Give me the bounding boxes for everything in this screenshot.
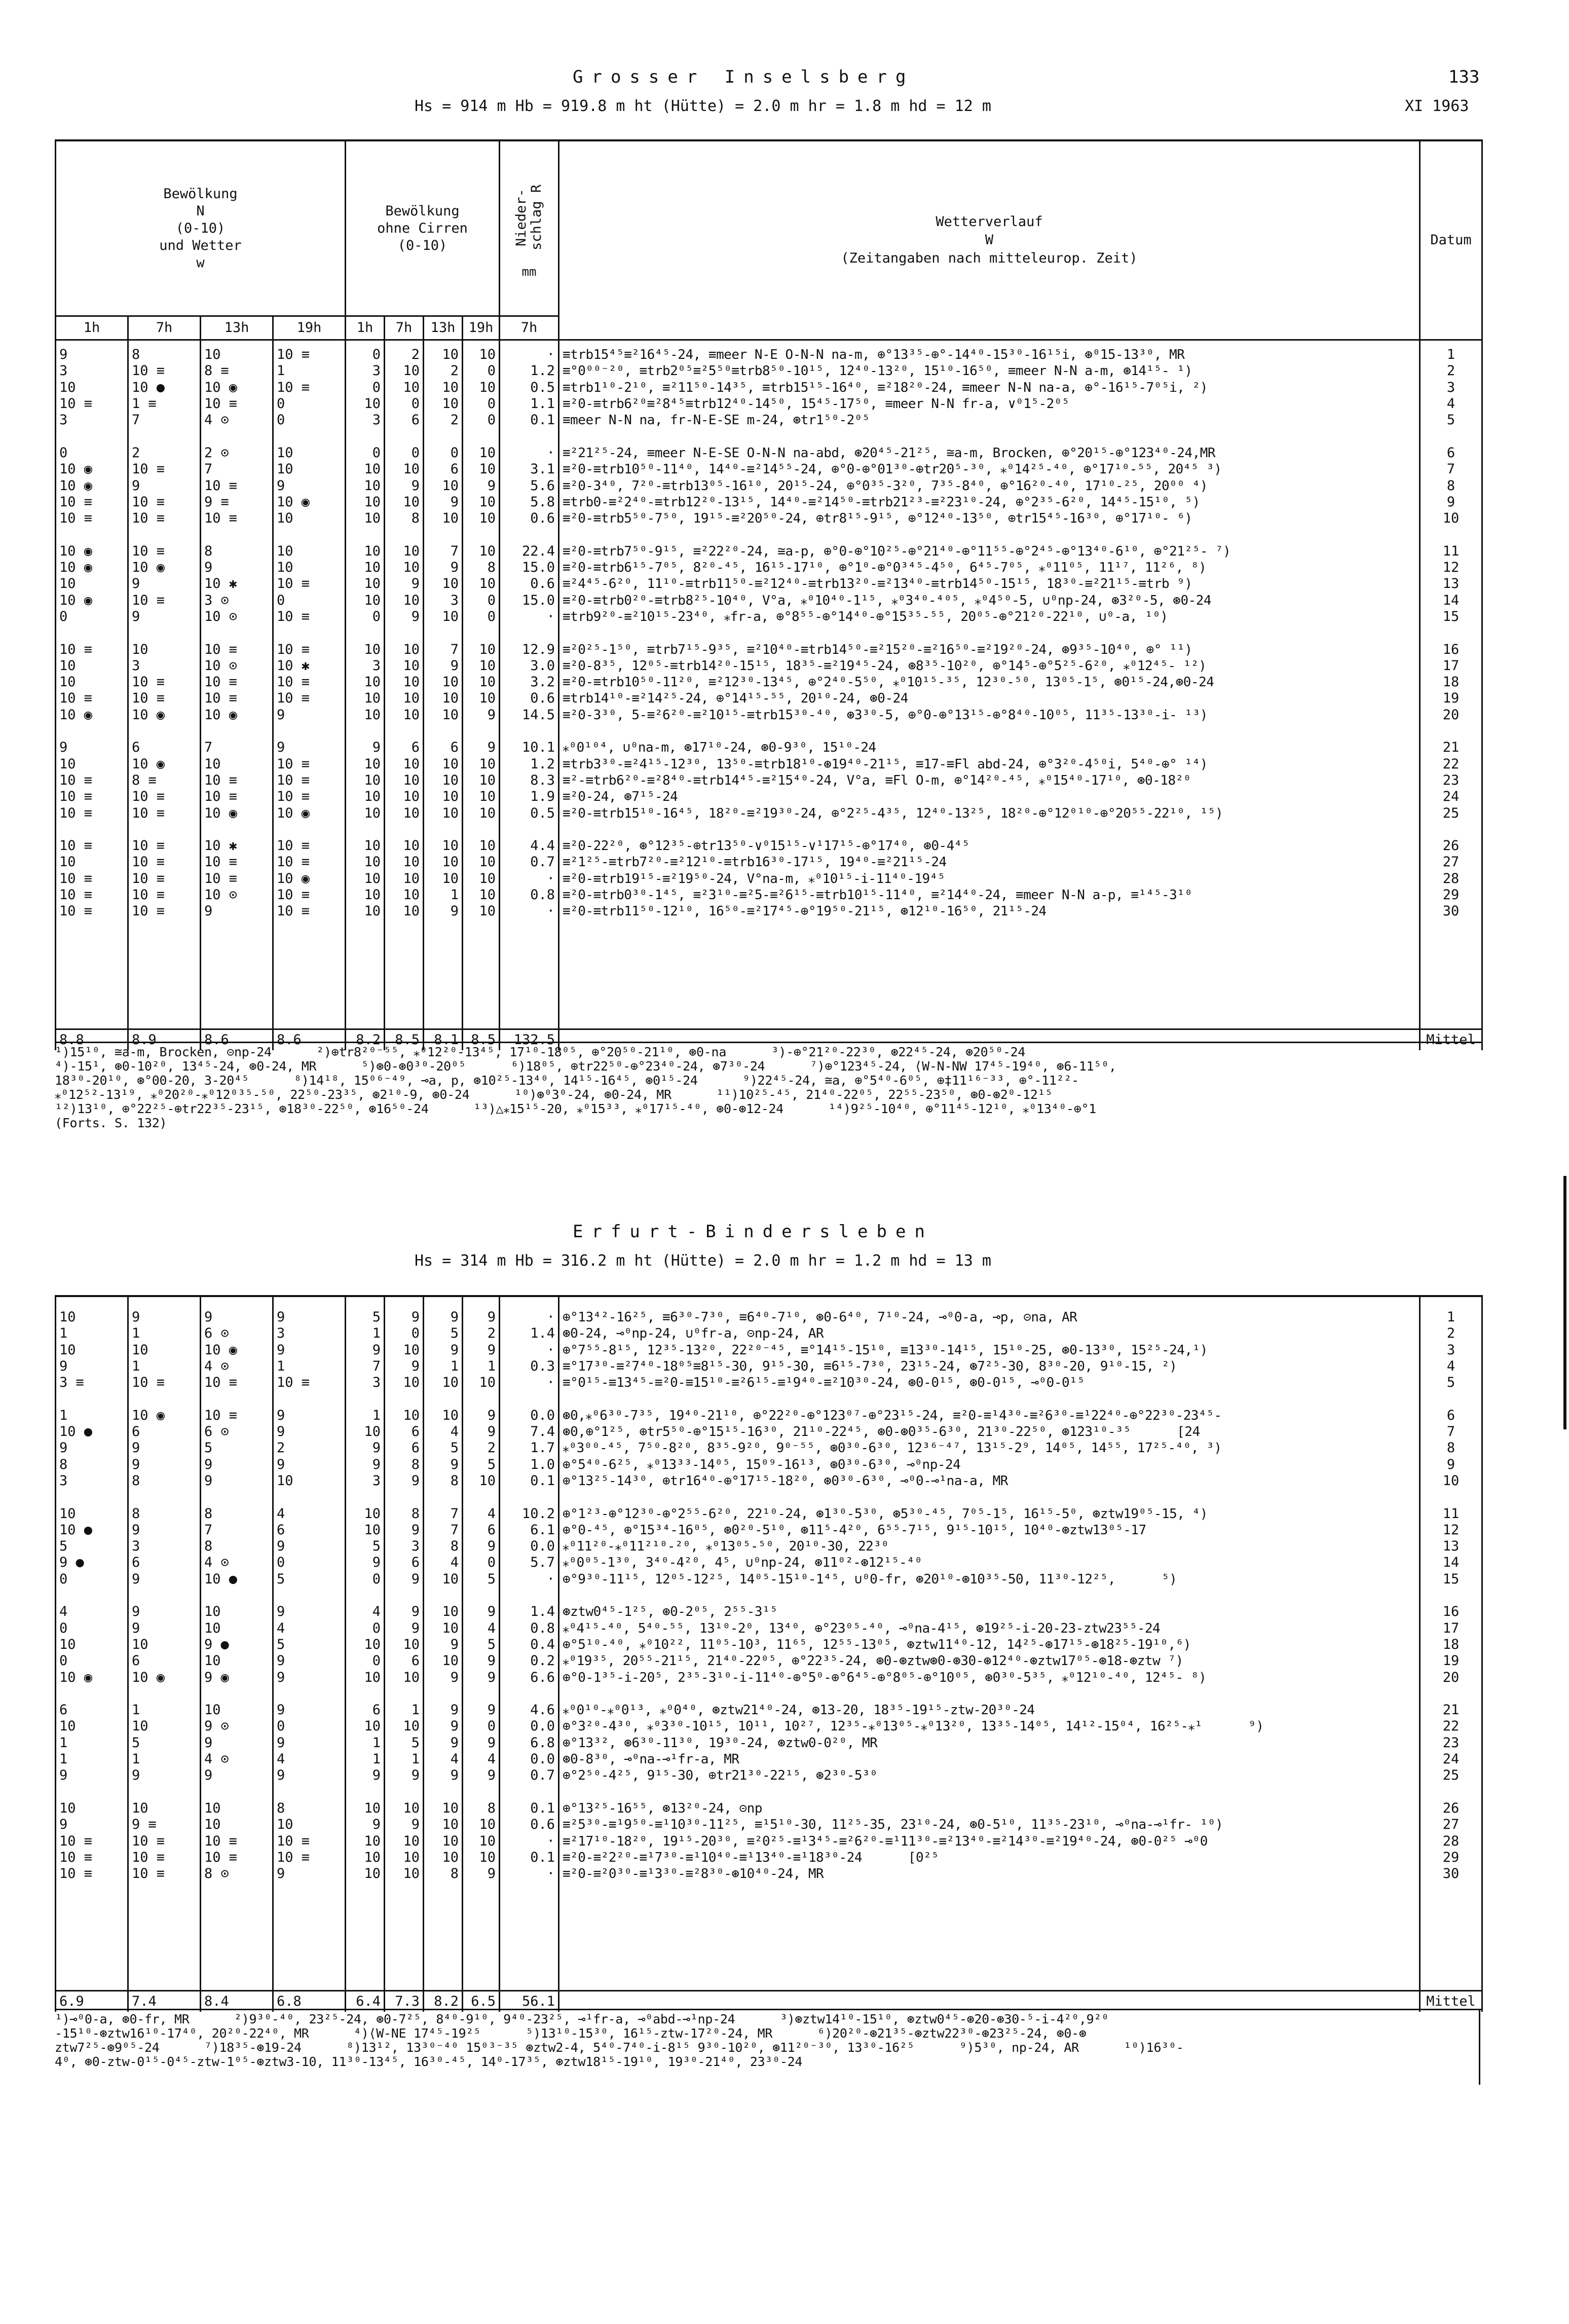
cloud-1h-column: 10 1 10 9 3 ≡ 1 10 ● 9 8 3 10 10 ● 5 9 ● 0 4 0 10 0 10 ◉ 6 10 1 1 9 10 9 10 ≡ 10 ≡ 10 ≡ xyxy=(56,1296,128,1990)
c-hour-7-header: 7h xyxy=(385,316,424,340)
precip-column: · 1.4 · 0.3 · 0.0 7.4 1.7 1.0 0.1 10.2 6.1 0.0 5.7 · 1.4 0.8 0.4 0.2 6.6 4.6 0.0 6.8 0.0 0.7 0.1 0.6 · 0.1 · xyxy=(500,1296,559,1990)
mean-nocirrus-19h: 8.5 xyxy=(463,1029,500,1051)
cloud-1h-column: 9 3 10 10 ≡ 3 0 10 ◉ 10 ◉ 10 ≡ 10 ≡ 10 ◉ 10 ◉ 10 10 ◉ 0 10 ≡ 10 10 10 ≡ 10 ◉ 9 10 10 ≡ 10 ≡ 10 ≡ 10 ≡ 10 10 ≡ 10 ≡ 10 ≡ xyxy=(56,340,128,1029)
nocirrus-19h-column: 9 2 9 1 10 9 9 2 5 10 4 6 9 0 5 9 4 5 9 9 9 0 9 4 9 8 10 10 10 9 xyxy=(463,1296,500,1990)
precip-hour-header: 7h xyxy=(500,316,559,340)
cloud-13h-column: 10 8 ≡ 10 ◉ 10 ≡ 4 ⊙ 2 ⊙ 7 10 ≡ 9 ≡ 10 ≡ 8 9 10 ✱ 3 ⊙ 10 ⊙ 10 ≡ 10 ⊙ 10 ≡ 10 ≡ 10 ◉ 7 10 10 ≡ 10 ≡ 10 ◉ 10 ✱ 10 ≡ 10 ≡ 10 ⊙ 9 xyxy=(201,340,273,1029)
precip-label: Nieder- schlag R xyxy=(513,184,544,250)
station1-title: Grosser Inselsberg xyxy=(573,67,915,87)
cloud-19h-column: 9 3 9 1 10 ≡ 9 9 2 9 10 4 6 9 0 5 9 4 5 9 9 9 0 9 4 9 8 10 10 ≡ 10 ≡ 9 xyxy=(273,1296,346,1990)
mean-label: Mittel xyxy=(1420,1990,1482,2012)
mean-precip: 132.5 xyxy=(500,1029,559,1051)
datum-column: 1 2 3 4 5 6 7 8 9 10 11 12 13 14 15 16 17 18 19 20 21 22 23 24 25 26 27 28 29 30 xyxy=(1420,340,1482,1029)
mean-nocirrus-7h: 8.5 xyxy=(385,1029,424,1051)
mean-cloud-19h: 6.8 xyxy=(273,1990,346,2012)
mean-precip: 56.1 xyxy=(500,1990,559,2012)
hour-1-header: 1h xyxy=(56,316,128,340)
mean-nocirrus-1h: 8.2 xyxy=(346,1029,385,1051)
cloud-13h-column: 9 6 ⊙ 10 ◉ 4 ⊙ 10 ≡ 10 ≡ 6 ⊙ 5 9 9 8 7 8 4 ⊙ 10 ● 10 10 9 ● 10 9 ◉ 10 9 ⊙ 9 4 ⊙ 9 10 10 10 ≡ 10 ≡ 8 ⊙ xyxy=(201,1296,273,1990)
mean-label: Mittel xyxy=(1420,1029,1482,1051)
mean-cloud-7h: 8.9 xyxy=(128,1029,201,1051)
station2-footnotes: ¹)⊸⁰0-a, ⊛0-fr, MR ²)9³⁰-⁴⁰, 23²⁵-24, ⊛0-7²⁵, 8⁴⁰-9¹⁰, 9⁴⁰-23²⁵, ⊸¹fr-a, ⊸⁰abd-⊸¹np-24 ³)⊛ztw14¹⁰-15¹⁰, ⊛ztw0⁴⁵-⊛20-⊛30-⁵-i-4²⁰,9²⁰ -15¹⁰-⊛ztw16¹⁰-17⁴⁰, 20²⁰-22⁴⁰, MR ⁴)⟨W-NE 17⁴⁵-19²⁵ ⁵)13¹⁰-15³⁰, 16¹⁵-ztw-17²⁰-24, MR ⁶)20²⁰-⊛21³⁵-⊛ztw22³⁰-⊛23²⁵-24, ⊛0-⊛ ztw7²⁵-⊛9⁰⁵-24 ⁷)18³⁵-⊛19-24 ⁸)13¹², 13³⁰⁻⁴⁰ 15⁰³⁻³⁵ ⊛ztw2-4, 5⁴⁰-7⁴⁰-i-8¹⁵ 9³⁰-10²⁰, ⊛11²⁰⁻³⁰, 13³⁰-16²⁵ ⁹)5³⁰, np-24, AR ¹⁰)16³⁰- 4⁰, ⊛0-ztw-0¹⁵-0⁴⁵-ztw-1⁰⁵-⊛ztw3-10, 11³⁰-13⁴⁵, 16³⁰-⁴⁵, 14⁰-17³⁵, ⊛ztw18¹⁵-19¹⁰, 19³⁰-21⁴⁰, 23³⁰-24 xyxy=(55,2012,1184,2069)
station2-heights: Hs = 314 m Hb = 316.2 m ht (Hütte) = 2.0 m hr = 1.2 m hd = 13 m xyxy=(415,1252,991,1270)
station1-table xyxy=(55,139,1483,1050)
mean-cloud-19h: 8.6 xyxy=(273,1029,346,1051)
mean-cloud-7h: 7.4 xyxy=(128,1990,201,2012)
page-month: XI 1963 xyxy=(1405,97,1469,115)
hour-7-header: 7h xyxy=(128,316,201,340)
cloud-19h-column: 10 ≡ 1 10 ≡ 0 0 10 10 9 10 ◉ 10 10 10 10 ≡ 0 10 ≡ 10 ≡ 10 ✱ 10 ≡ 10 ≡ 9 9 10 ≡ 10 ≡ 10 ≡ 10 ◉ 10 ≡ 10 ≡ 10 ◉ 10 ≡ 10 ≡ xyxy=(273,340,346,1029)
mean-nocirrus-13h: 8.1 xyxy=(424,1029,463,1051)
cloud-nocirrus-header: Bewölkung ohne Cirren (0-10) xyxy=(346,140,500,316)
cloud-7h-column: 8 10 ≡ 10 ● 1 ≡ 7 2 10 ≡ 9 10 ≡ 10 ≡ 10 ≡ 10 ◉ 9 10 ≡ 9 10 3 10 ≡ 10 ≡ 10 ◉ 6 10 ◉ 8 ≡ 10 ≡ 10 ≡ 10 ≡ 10 ≡ 10 ≡ 10 ≡ 10 ≡ xyxy=(128,340,201,1029)
precip-column: · 1.2 0.5 1.1 0.1 · 3.1 5.6 5.8 0.6 22.4 15.0 0.6 15.0 · 12.9 3.0 3.2 0.6 14.5 10.1 1.2 8.3 1.9 0.5 4.4 0.7 · 0.8 · xyxy=(500,340,559,1029)
station2-title: Erfurt-Bindersleben xyxy=(573,1222,933,1242)
precip-header xyxy=(500,140,559,316)
mean-nocirrus-1h: 6.4 xyxy=(346,1990,385,2012)
c-hour-1-header: 1h xyxy=(346,316,385,340)
nocirrus-1h-column: 0 3 0 10 3 0 10 10 10 10 10 10 10 10 0 10 3 10 10 10 9 10 10 10 10 10 10 10 10 10 xyxy=(346,340,385,1029)
cloud-7h-column: 9 1 10 1 10 ≡ 10 ◉ 6 9 9 8 8 9 3 6 9 9 9 10 6 10 ◉ 1 10 5 1 9 10 9 ≡ 10 ≡ 10 ≡ 10 ≡ xyxy=(128,1296,201,1990)
mean-cloud-1h: 6.9 xyxy=(56,1990,128,2012)
hour-13-header: 13h xyxy=(201,316,273,340)
nocirrus-19h-column: 10 0 10 0 0 10 10 9 10 10 10 8 10 0 0 10 10 10 10 9 9 10 10 10 10 10 10 10 10 10 xyxy=(463,340,500,1029)
station1-footnotes: ¹)15¹⁰, ≅a-m, Brocken, ⊝np-24 ²)⊕tr8²⁰⁻⁵⁵, ⁎⁰12²⁰-13⁴⁵, 17¹⁰-18⁰⁵, ⊕°20⁵⁰-21¹⁰, ⊛0-na ³)-⊕°21²⁰-22³⁰, ⊛22⁴⁵-24, ⊛20⁵⁰-24 ⁴)-15¹, ⊛0-10²⁰, 13⁴⁵-24, ⊛0-24, MR ⁵)⊛0-⊛0³⁰-20⁰⁵ ⁶)18⁰⁵, ⊕tr22⁵⁰-⊕°23⁴⁰-24, ⊛7³⁰-24 ⁷)⊕°123⁴⁵-24, ⟨W-N-NW 17⁴⁵-19⁴⁰, ⊛6-11⁵⁰, 18³⁰-20¹⁰, ⊛°00-20, 3-20⁴⁵ ⁸)14¹⁸, 15⁰⁶⁻⁴⁹, ⊸a, p, ⊛10²⁵-13⁴⁰, 14¹⁵-16⁴⁵, ⊛0¹⁵-24 ⁹)22⁴⁵-24, ≅a, ⊕°5⁴⁰-6⁰⁵, ⊕‡11¹⁶⁻³³, ⊕°-11²²- ⁎⁰12⁵²-13¹⁹, ⁎⁰20²⁰-⁎⁰12⁰³⁵-⁵⁰, 22⁵⁰-23³⁵, ⊛2¹⁰-9, ⊛0-24 ¹⁰)⊛⁰3⁰-24, ⊛0-24, MR ¹¹)10²⁵-⁴⁵, 21⁴⁰-22⁰⁵, 22⁵⁵-23⁵⁰, ⊛0-⊛2⁰-12¹⁵ ¹²)13¹⁰, ⊕°22²⁵-⊕tr22³⁵-23¹⁵, ⊛18³⁰-22⁵⁰, ⊛16⁵⁰-24 ¹³)△⁎15¹⁵-20, ⁎⁰15³³, ⁎⁰17¹⁵-⁴⁰, ⊛0-⊛12-24 ¹⁴)9²⁵-10⁴⁰, ⊕°11⁴⁵-12¹⁰, ⁎⁰13⁴⁰-⊕°1 (Forts. S. 132) xyxy=(55,1045,1116,1130)
page-number: 133 xyxy=(1448,67,1480,87)
mean-cloud-1h: 8.8 xyxy=(56,1029,128,1051)
nocirrus-13h-column: 10 2 10 10 2 0 6 10 9 10 7 9 10 3 10 7 9 10 10 10 6 10 10 10 10 10 10 10 1 9 xyxy=(424,340,463,1029)
weather-column: ⊕°13⁴²-16²⁵, ≡6³⁰-7³⁰, ≡6⁴⁰-7¹⁰, ⊛0-6⁴⁰, 7¹⁰-24, ⊸⁰0-a, ⊸p, ⊝na, AR ⊛0-24, ⊸⁰np-24, ∪⁰fr-a, ⊝np-24, AR ⊕°7⁵⁵-8¹⁵, 12³⁵-13²⁰, 22²⁰⁻⁴⁵, ≡°14¹⁵-15¹⁰, ≡13³⁰-14¹⁵, 15¹⁰-25, ⊛0-13³⁰, 15²⁵-24,¹) ≡°17³⁰-≡²7⁴⁰-18⁰⁵≡8¹⁵-30, 9¹⁵-30, ≡6¹⁵-7³⁰, 23¹⁵-24, ⊛7²⁵-30, 8³⁰-20, 9¹⁰-15, ²) ≡°0¹⁵-≡13⁴⁵-≡²0-≡15¹⁰-≡²6¹⁵-≡¹9⁴⁰-≡²10³⁰-24, ⊛0-0¹⁵, ⊛0-0¹⁵, ⊸⁰0-0¹⁵ ⊛0,⁎⁰6³⁰-7³⁵, 19⁴⁰-21¹⁰, ⊕°22²⁰-⊕°123⁰⁷-⊕°23¹⁵-24, ≡²0-≡¹4³⁰-≡²6³⁰-≡¹22⁴⁰-⊕°22³⁰-23⁴⁵- ⊛0,⊕°1²⁵, ⊕tr5⁵⁰-⊕°15¹⁵-16³⁰, 21¹⁰-22⁴⁵, ⊛0-⊛0³⁵-6³⁰, 21³⁰-22⁵⁰, ⊛123¹⁰-³⁵ [24 ⁎⁰3⁰⁰-⁴⁵, 7⁵⁰-8²⁰, 8³⁵-9²⁰, 9⁰⁻⁵⁵, ⊛0³⁰-6³⁰, 12³⁶⁻⁴⁷, 13¹⁵-2⁹, 14⁰⁵, 14⁵⁵, 17²⁵-⁴⁰, ³) ⊕°5⁴⁰-6²⁵, ⁎⁰13³³-14⁰⁵, 15⁰⁹-16¹³, ⊛0³⁰-6³⁰, ⊸⁰np-24 ⊕°13²⁵-14³⁰, ⊕tr16⁴⁰-⊕°17¹⁵-18²⁰, ⊛0³⁰-6³⁰, ⊸⁰0-⊸¹na-a, MR ⊕°1²³-⊕°12³⁰-⊕°2⁵⁵-6²⁰, 22¹⁰-24, ⊛1³⁰-5³⁰, ⊛5³⁰-⁴⁵, 7⁰⁵-1⁵, 16¹⁵-5⁰, ⊛ztw19⁰⁵-15, ⁴) ⊕°0-⁴⁵, ⊕°15³⁴-16⁰⁵, ⊛0²⁰-5¹⁰, ⊛11⁵-4²⁰, 6⁵⁵-7¹⁵, 9¹⁵-10¹⁵, 10⁴⁰-⊛ztw13⁰⁵-17 ⁎⁰11²⁰-⁎⁰11²¹⁰-²⁰, ⁎⁰13⁰⁵-⁵⁰, 20¹⁰-30, 22³⁰ ⁎⁰0⁰⁵-1³⁰, 3⁴⁰-4²⁰, 4⁵, ∪⁰np-24, ⊛11⁰²-⊛12¹⁵-⁴⁰ ⊕°9³⁰-11¹⁵, 12⁰⁵-12²⁵, 14⁰⁵-15¹⁰-1⁴⁵, ∪⁰0-fr, ⊛20¹⁰-⊛10³⁵-50, 11³⁰-12²⁵, ⁵) ⊛ztw0⁴⁵-1²⁵, ⊛0-2⁰⁵, 2⁵⁵-3¹⁵ ⁎⁰4¹⁵-⁴⁰, 5⁴⁰-⁵⁵, 13¹⁰-2⁰, 13⁴⁰, ⊕°23⁰⁵-⁴⁰, ⊸⁰na-4¹⁵, ⊛19²⁵-i-20-23-ztw23⁵⁵-24 ⊕°5¹⁰-⁴⁰, ⁎⁰10²², 11⁰⁵-10³, 11⁶⁵, 12⁵⁵-13⁰⁵, ⊛ztw11⁴⁰-12, 14²⁵-⊛17¹⁵-⊛18²⁵-19¹⁰,⁶) ⁎⁰19³⁵, 20⁵⁵-21¹⁵, 21⁴⁰-22⁰⁵, ⊕°22³⁵-24, ⊛0-⊛ztw⊛0-⊛30-⊛12⁴⁰-⊛ztw17⁰⁵-⊛18-⊛ztw ⁷) ⊕°0-1³⁵-i-20⁵, 2³⁵-3¹⁰-i-11⁴⁰-⊕°5⁰-⊕°6⁴⁵-⊕°8⁰⁵-⊕°10⁰⁵, ⊛0³⁰-5³⁵, ⁎⁰12¹⁰-⁴⁰, 12⁴⁵- ⁸) ⁎⁰0¹⁰-⁎⁰0¹³, ⁎⁰0⁴⁰, ⊛ztw21⁴⁰-24, ⊛13-20, 18³⁵-19¹⁵-ztw-20³⁰-24 ⊕°3²⁰-4³⁰, ⁎⁰3³⁰-10¹⁵, 10¹¹, 10²⁷, 12³⁵-⁎⁰13⁰⁵-⁎⁰13²⁰, 13³⁵-14⁰⁵, 14¹²-15⁰⁴, 16²⁵-⁎¹ ⁹) ⊕°13³², ⊛6³⁰-11³⁰, 19³⁰-24, ⊛ztw0-0²⁰, MR ⊛0-8³⁰, ⊸⁰na-⊸¹fr-a, MR ⊕°2⁵⁰-4²⁵, 9¹⁵-30, ⊕tr21³⁰-22¹⁵, ⊛2³⁰-5³⁰ ⊕°13²⁵-16⁵⁵, ⊛13²⁰-24, ⊝np ≡²5³⁰-≡¹9⁵⁰-≡¹10³⁰-11²⁵, ≡¹5¹⁰-30, 11²⁵-35, 23¹⁰-24, ⊛0-5¹⁰, 11³⁵-23¹⁰, ⊸⁰na-⊸¹fr- ¹⁰) ≡²17¹⁰-18²⁰, 19¹⁵-20³⁰, ≡²0²⁵-≡¹3⁴⁵-≡²6²⁰-≡¹11³⁰-≡²13⁴⁰-≡²14³⁰-≡²19⁴⁰-24, ⊛0-0²⁵ ⊸⁰0 ≡²0-≡²2²⁰-≡¹7³⁰-≡¹10⁴⁰-≡¹13⁴⁰-≡¹18³⁰-24 [0²⁵ ≡²0-≡²0³⁰-≡¹3³⁰-≡²8³⁰-⊛10⁴⁰-24, MR xyxy=(559,1296,1420,1990)
station2-footnote-rule xyxy=(55,2009,1481,2010)
weather-header: Wetterverlauf W (Zeitangaben nach mitteleurop. Zeit) xyxy=(559,140,1420,340)
station2-table xyxy=(55,1295,1483,2012)
c-hour-19-header: 19h xyxy=(463,316,500,340)
c-hour-13-header: 13h xyxy=(424,316,463,340)
nocirrus-13h-column: 9 5 9 1 10 10 4 5 9 8 7 7 8 4 10 10 10 9 10 9 9 9 9 4 9 10 10 10 10 8 xyxy=(424,1296,463,1990)
mean-cloud-13h: 8.6 xyxy=(201,1029,273,1051)
nocirrus-7h-column: 9 0 10 9 10 10 6 6 8 9 8 9 3 6 9 9 9 10 6 10 1 10 5 1 9 10 9 10 10 10 xyxy=(385,1296,424,1990)
mean-nocirrus-19h: 6.5 xyxy=(463,1990,500,2012)
mean-nocirrus-7h: 7.3 xyxy=(385,1990,424,2012)
mean-cloud-13h: 8.4 xyxy=(201,1990,273,2012)
margin-bar xyxy=(1563,1176,1566,1429)
cloud-header: Bewölkung N (0-10) und Wetter w xyxy=(56,140,346,316)
weather-column: ≡trb15⁴⁵≡²16⁴⁵-24, ≡meer N-E O-N-N na-m, ⊕°13³⁵-⊕°-14⁴⁰-15³⁰-16¹⁵i, ⊛⁰15-13³⁰, MR ≡°0⁰⁰⁻²⁰, ≡trb2⁰⁵≡²5⁵⁰≡trb8⁵⁰-10¹⁵, 12⁴⁰-13²⁰, 15¹⁰-16⁵⁰, ≡meer N-N a-m, ⊛14¹⁵- ¹) ≡trb1¹⁰-2¹⁰, ≡²11⁵⁰-14³⁵, ≡trb15¹⁵-16⁴⁰, ≡²18²⁰-24, ≡meer N-N na-a, ⊕°-16¹⁵-7⁰⁵i, ²) ≡²0-≡trb6²⁰≡²8⁴⁵≡trb12⁴⁰-14⁵⁰, 15⁴⁵-17⁵⁰, ≡meer N-N fr-a, ∨⁰1⁵-2⁰⁵ ≡meer N-N na, fr-N-E-SE m-24, ⊛tr1⁵⁰-2⁰⁵ ≡²21²⁵-24, ≡meer N-E-SE O-N-N na-abd, ⊛20⁴⁵-21²⁵, ≅a-m, Brocken, ⊕°20¹⁵-⊕°123⁴⁰-24,MR ≡²0-≡trb10⁵⁰-11⁴⁰, 14⁴⁰-≡²14⁵⁵-24, ⊕°0-⊕°01³⁰-⊕tr20⁵-³⁰, ⁎⁰14²⁵-⁴⁰, ⊕°17¹⁰-⁵⁵, 20⁴⁵ ³) ≡²0-3⁴⁰, 7²⁰-≡trb13⁰⁵-16¹⁰, 20¹⁵-24, ⊕°0³⁵-3²⁰, 7³⁵-8⁴⁰, ⊕°16²⁰-⁴⁰, 17¹⁰-²⁵, 20⁰⁰ ⁴) ≡trb0-≡²2⁴⁰-≡trb12²⁰-13¹⁵, 14⁴⁰-≡²14⁵⁰-≡trb21²³-≡²23¹⁰-24, ⊕°2³⁵-6²⁰, 14⁴⁵-15¹⁰, ⁵) ≡²0-≡trb5⁵⁰-7⁵⁰, 19¹⁵-≡²20⁵⁰-24, ⊕tr8¹⁵-9¹⁵, ⊕°12⁴⁰-13⁵⁰, ⊕tr15⁴⁵-16³⁰, ⊕°17¹⁰- ⁶) ≡²0-≡trb7⁵⁰-9¹⁵, ≡²22²⁰-24, ≅a-p, ⊕°0-⊕°10²⁵-⊕°21⁴⁰-⊕°11⁵⁵-⊕°2⁴⁵-⊕°13⁴⁰-6¹⁰, ⊕°21²⁵- ⁷) ≡²0-≡trb6¹⁵-7⁰⁵, 8²⁰-⁴⁵, 16¹⁵-17¹⁰, ⊕°1⁰-⊕°0³⁴⁵-4⁵⁰, 6⁴⁵-7⁰⁵, ⁎⁰11⁰⁵, 11¹⁷, 11²⁶, ⁸) ≡²4⁴⁵-6²⁰, 11¹⁰-≡trb11⁵⁰-≡²12⁴⁰-≡trb13²⁰-≡²13⁴⁰-≡trb14⁵⁰-15¹⁵, 18³⁰-≡²21¹⁵-≡trb ⁹) ≡²0-≡trb0²⁰-≡trb8²⁵-10⁴⁰, V°a, ⁎⁰10⁴⁰-1¹⁵, ⁎⁰3⁴⁰-⁴⁰⁵, ⁎⁰4⁵⁰-5, ∪⁰np-24, ⊛3²⁰-5, ⊛0-24 ≡trb9²⁰-≡²10¹⁵-23⁴⁰, ⁎fr-a, ⊕°8⁵⁵-⊕°14⁴⁰-⊕°15³⁵-⁵⁵, 20⁰⁵-⊕°21²⁰-22¹⁰, ∪⁰-a, ¹⁰) ≡²0²⁵-1⁵⁰, ≡trb7¹⁵-9³⁵, ≡²10⁴⁰-≡trb14⁵⁰-≡²15²⁰-≡²16⁵⁰-≡²19²⁰-24, ⊛9³⁵-10⁴⁰, ⊕° ¹¹) ≡²0-8³⁵, 12⁰⁵-≡trb14²⁰-15¹⁵, 18³⁵-≡²19⁴⁵-24, ⊛8³⁵-10²⁰, ⊕°14⁵-⊕°5²⁵-6²⁰, ⁎⁰12⁴⁵- ¹²) ≡²0-≡trb10⁵⁰-11²⁰, ≡²12³⁰-13⁴⁵, ⊕°2⁴⁰-5⁵⁰, ⁎⁰10¹⁵-³⁵, 12³⁰-⁵⁰, 13⁰⁵-1⁵, ⊛0¹⁵-24,⊛0-24 ≡trb14¹⁰-≡²14²⁵-24, ⊕°14¹⁵-⁵⁵, 20¹⁰-24, ⊛0-24 ≡²0-3³⁰, 5-≡²6²⁰-≡²10¹⁵-≡trb15³⁰-⁴⁰, ⊛3³⁰-5, ⊕°0-⊕°13¹⁵-⊕°8⁴⁰-10⁰⁵, 11³⁵-13³⁰-i- ¹³) ⁎⁰0¹⁰⁴, ∪⁰na-m, ⊛17¹⁰-24, ⊛0-9³⁰, 15¹⁰-24 ≡trb3³⁰-≡²4¹⁵-12³⁰, 13⁵⁰-≡trb18¹⁰-⊛19⁴⁰-21¹⁵, ≡17-≡Fl abd-24, ⊕°3²⁰-4⁵⁰i, 5⁴⁰-⊕° ¹⁴) ≡²-≡trb6²⁰-≡²8⁴⁰-≡trb14⁴⁵-≡²15⁴⁰-24, V°a, ≡Fl O-m, ⊕°14²⁰-⁴⁵, ⁎⁰15⁴⁰-17¹⁰, ⊛0-18²⁰ ≡²0-24, ⊛7¹⁵-24 ≡²0-≡trb15¹⁰-16⁴⁵, 18²⁰-≡²19³⁰-24, ⊕°2²⁵-4³⁵, 12⁴⁰-13²⁵, 18²⁰-⊕°12⁰¹⁰-⊕°20⁵⁵-22¹⁰, ¹⁵) ≡²0-22²⁰, ⊛°12³⁵-⊕tr13⁵⁰-∨⁰15¹⁵-∨¹17¹⁵-⊕°17⁴⁰, ⊛0-4⁴⁵ ≡²1²⁵-≡trb7²⁰-≡²12¹⁰-≡trb16³⁰-17¹⁵, 19⁴⁰-≡²21¹⁵-24 ≡²0-≡trb19¹⁵-≡²19⁵⁰-24, V°na-m, ⁎⁰10¹⁵-i-11⁴⁰-19⁴⁵ ≡²0-≡trb0³⁰-1⁴⁵, ≡²3¹⁰-≡²5-≡²6¹⁵-≡trb10¹⁵-11⁴⁰, ≡²14⁴⁰-24, ≡meer N-N a-p, ≡¹⁴⁵-3¹⁰ ≡²0-≡trb11⁵⁰-12¹⁰, 16⁵⁰-≡²17⁴⁵-⊕°19⁵⁰-21¹⁵, ⊛12¹⁰-16⁵⁰, 21¹⁵-24 xyxy=(559,340,1420,1029)
station1-heights: Hs = 914 m Hb = 919.8 m ht (Hütte) = 2.0 m hr = 1.8 m hd = 12 m xyxy=(415,97,991,115)
station2-footnote-edge xyxy=(1479,2009,1480,2085)
datum-column: 1 2 3 4 5 6 7 8 9 10 11 12 13 14 15 16 17 18 19 20 21 22 23 24 25 26 27 28 29 30 xyxy=(1420,1296,1482,1990)
mean-nocirrus-13h: 8.2 xyxy=(424,1990,463,2012)
nocirrus-1h-column: 5 1 9 7 3 1 10 9 9 3 10 10 5 9 0 4 0 10 0 10 6 10 1 1 9 10 9 10 10 10 xyxy=(346,1296,385,1990)
hour-19-header: 19h xyxy=(273,316,346,340)
precip-unit: mm xyxy=(521,264,537,279)
station1-footnote-rule xyxy=(55,1042,1481,1043)
datum-header: Datum xyxy=(1420,140,1482,340)
nocirrus-7h-column: 2 10 10 0 6 0 10 9 10 8 10 10 9 10 9 10 10 10 10 10 6 10 10 10 10 10 10 10 10 10 xyxy=(385,340,424,1029)
